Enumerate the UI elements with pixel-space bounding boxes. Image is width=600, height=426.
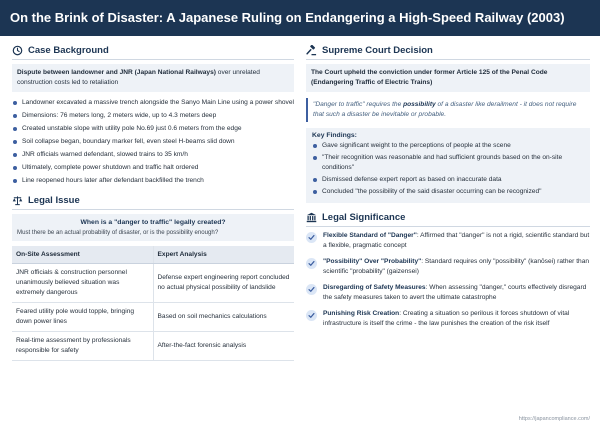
decision-lead: The Court upheld the conviction under former Article 125 of the Penal Code (Endangering Traffic of Electric Trains) <box>306 64 590 92</box>
legal-significance-heading <box>306 209 590 227</box>
case-background-title: Case Background <box>28 45 109 56</box>
significance-item <box>306 283 590 303</box>
check-icon <box>306 258 317 269</box>
significance-body: : Affirmed that "danger" is not a rigid, scientific standard but a flexible, pragmatic concept <box>323 232 590 249</box>
supreme-court-title: Supreme Court Decision <box>322 45 433 56</box>
column-header: On-Site Assessment <box>12 246 153 264</box>
list-item: Ultimately, complete power shutdown and traffic halt ordered <box>12 163 294 173</box>
page-header <box>0 0 600 36</box>
list-item: Landowner excavated a massive trench alongside the Sanyo Main Line using a power shovel <box>12 98 294 108</box>
legal-issue-heading <box>12 192 294 210</box>
left-column <box>12 42 294 361</box>
significance-body: : Creating a situation so perilous it forces shutdown of vital infrastructure is itself the crime - the law punishes the creation of the risk itself <box>323 310 570 327</box>
scale-icon <box>12 195 23 206</box>
list-item: Gave significant weight to the perceptions of people at the scene <box>312 141 584 151</box>
list-item: JNR officials warned defendant, slowed trains to 35 km/h <box>12 150 294 160</box>
supreme-court-heading <box>306 42 590 60</box>
comparison-table <box>12 246 294 361</box>
list-item: Line reopened hours later after defendant backfilled the trench <box>12 176 294 186</box>
legal-significance-title: Legal Significance <box>322 212 406 223</box>
decision-quote <box>306 98 590 122</box>
significance-item <box>306 309 590 329</box>
list-item: Soil collapse began, boundary marker fell, even steel H-beams slid down <box>12 137 294 147</box>
significance-body: : When assessing "danger," courts effectively disregard the safety measures taken to avert the ultimate catastrophe <box>323 284 587 301</box>
table-row <box>12 303 294 332</box>
right-column <box>306 42 590 335</box>
gavel-icon <box>306 45 317 56</box>
case-background-heading <box>12 42 294 60</box>
column-header: Expert Analysis <box>153 246 294 264</box>
list-item: Concluded "the possibility of the said disaster occurring can be recognized" <box>312 187 584 197</box>
background-lead-rest: over unrelated construction costs led to retaliation <box>17 69 260 86</box>
findings-list <box>312 141 584 197</box>
page-title: On the Brink of Disaster: A Japanese Ruling on Endangering a High-Speed Railway (2003) <box>10 10 565 25</box>
list-item: Created unstable slope with utility pole No.69 just 0.6 meters from the edge <box>12 124 294 134</box>
background-lead <box>12 64 294 92</box>
issue-subquestion: Must there be an actual probability of disaster, or is the possibility enough? <box>17 229 219 236</box>
quote-post: of a disaster like derailment - it does not require that such a disaster be inevitable or probable. <box>313 101 577 118</box>
table-cell: Real-time assessment by professionals responsible for safety <box>12 332 153 361</box>
legal-issue-title: Legal Issue <box>28 195 80 206</box>
check-icon <box>306 284 317 295</box>
quote-bold: possibility <box>403 101 436 108</box>
footer-url: https://japancompliance.com/ <box>518 416 590 422</box>
table-row <box>12 264 294 303</box>
history-icon <box>12 45 23 56</box>
significance-bold: Flexible Standard of "Danger" <box>323 232 417 239</box>
list-item: Dismissed defense expert report as based on inaccurate data <box>312 175 584 185</box>
check-icon <box>306 232 317 243</box>
significance-item <box>306 231 590 251</box>
table-cell: Based on soil mechanics calculations <box>153 303 294 332</box>
table-row <box>12 332 294 361</box>
table-cell: After-the-fact forensic analysis <box>153 332 294 361</box>
significance-body: : Standard requires only "possibility" (kanōsei) rather than scientific "probability" (gaizensei) <box>323 258 590 275</box>
issue-box <box>12 214 294 241</box>
list-item: Dimensions: 76 meters long, 2 meters wide, up to 4.3 meters deep <box>12 111 294 121</box>
key-findings-title: Key Findings: <box>312 132 357 139</box>
check-icon <box>306 310 317 321</box>
significance-bold: Disregarding of Safety Measures <box>323 284 426 291</box>
table-cell: Feared utility pole would topple, bringing down power lines <box>12 303 153 332</box>
table-cell: JNR officials & construction personnel unanimously believed situation was extremely dangerous <box>12 264 153 303</box>
significance-text <box>323 283 590 303</box>
significance-text <box>323 309 590 329</box>
list-item: "Their recognition was reasonable and had sufficient grounds based on the on-site conditions" <box>312 153 584 173</box>
issue-question: When is a "danger to traffic" legally created? <box>80 219 226 226</box>
background-lead-bold: Dispute between landowner and JNR (Japan National Railways) <box>17 69 216 76</box>
significance-text <box>323 231 590 251</box>
table-header-row <box>12 246 294 264</box>
quote-pre: "Danger to traffic" requires the <box>313 101 404 108</box>
key-findings-box <box>306 128 590 203</box>
significance-text <box>323 257 590 277</box>
landmark-icon <box>306 212 317 223</box>
background-bullets <box>12 98 294 186</box>
significance-bold: "Possibility" Over "Probability" <box>323 258 422 265</box>
significance-bold: Punishing Risk Creation <box>323 310 400 317</box>
significance-item <box>306 257 590 277</box>
table-cell: Defense expert engineering report concluded no actual physical possibility of landslide <box>153 264 294 303</box>
